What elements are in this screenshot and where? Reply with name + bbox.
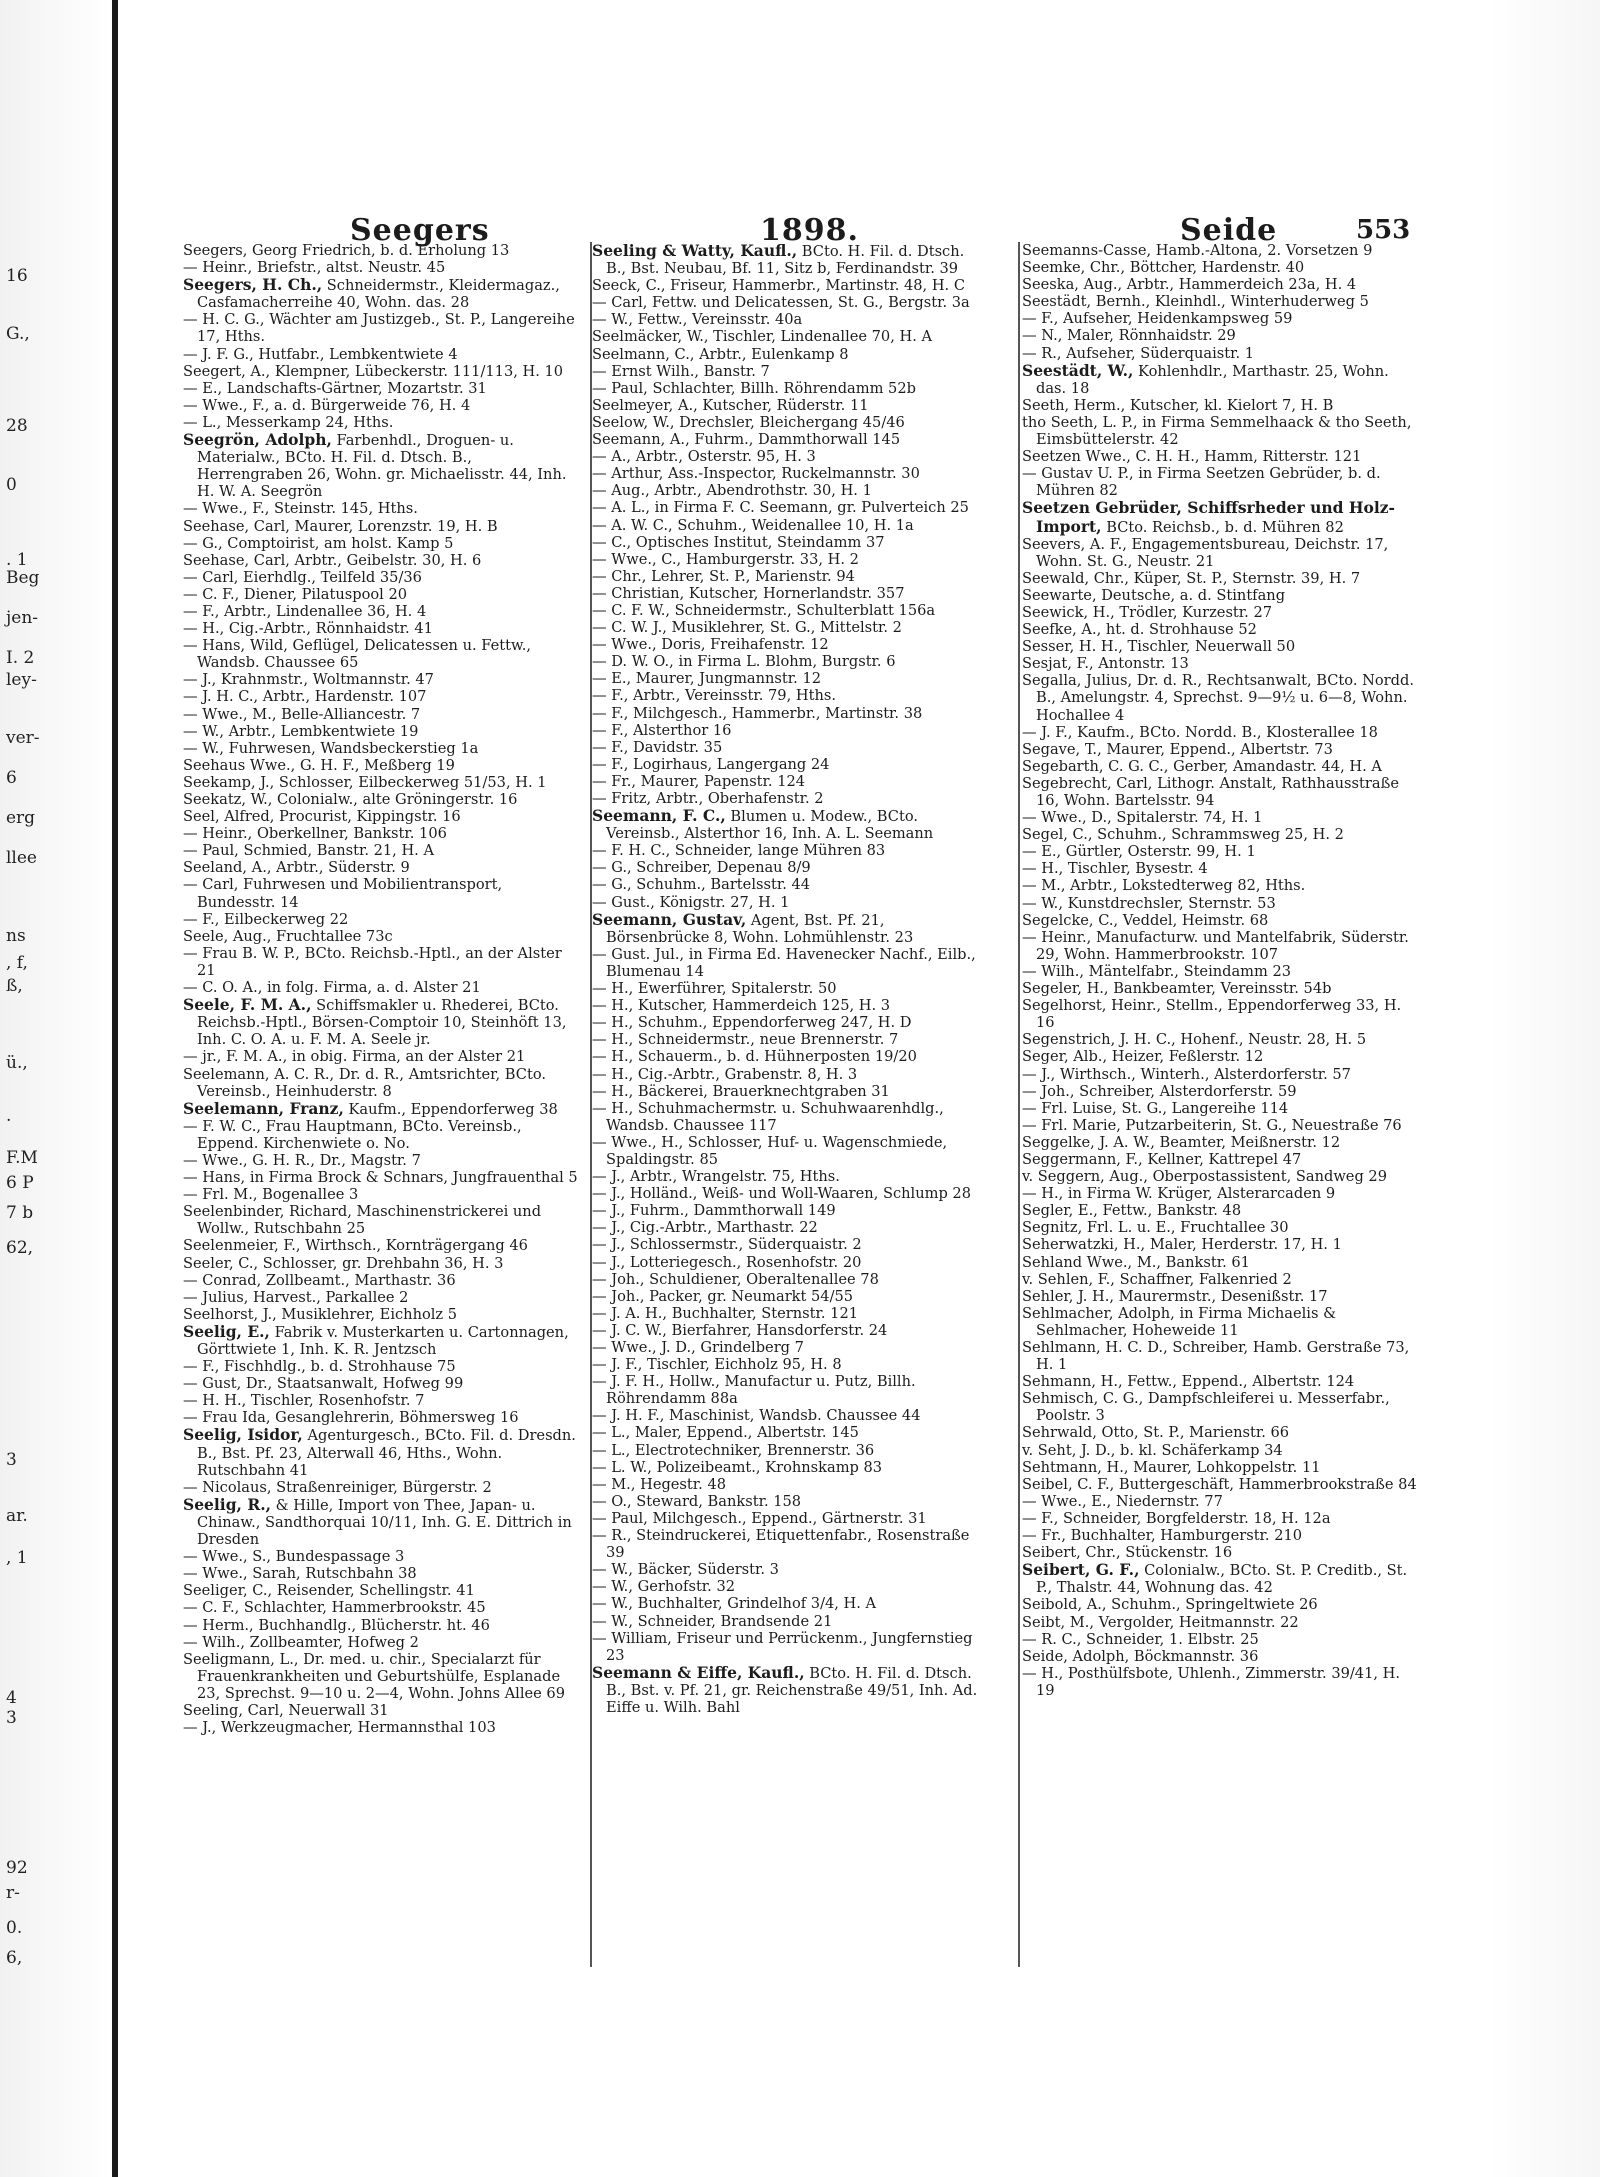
directory-entry: Sehmisch, C. G., Dampfschleiferei u. Messerfabr., Poolstr. 3 (1022, 1390, 1390, 1425)
directory-entry: Seel, Alfred, Procurist, Kippingstr. 16 (183, 808, 461, 826)
directory-entry: — F. H. C., Schneider, lange Mühren 83 (592, 842, 886, 860)
directory-entry: — Conrad, Zollbeamt., Marthastr. 36 (183, 1271, 456, 1289)
previous-page-fragment: G., (6, 324, 30, 344)
previous-page-fragment: ley- (6, 670, 37, 690)
directory-entry: Seelig, E., Fabrik v. Musterkarten u. Cartonnagen, Görttwiete 1, Inh. K. R. Jentzsch (183, 1321, 569, 1358)
directory-entry: — Hans, in Firma Brock & Schnars, Jungfrauenthal 5 (183, 1169, 578, 1187)
directory-entry: Seehase, Carl, Arbtr., Geibelstr. 30, H. 6 (183, 551, 482, 569)
directory-entry: — J. F., Tischler, Eichholz 95, H. 8 (592, 1356, 842, 1374)
directory-entry: Seger, Alb., Heizer, Feßlerstr. 12 (1022, 1048, 1264, 1066)
directory-entry: — W., Bäcker, Süderstr. 3 (592, 1561, 779, 1579)
directory-entry: — J. C. W., Bierfahrer, Hansdorferstr. 24 (592, 1321, 888, 1339)
directory-entry: — H., Bäckerei, Brauerknechtgraben 31 (592, 1082, 890, 1100)
directory-entry: — J. H. C., Arbtr., Hardenstr. 107 (183, 688, 427, 706)
directory-entry: — E., Maurer, Jungmannstr. 12 (592, 670, 822, 688)
directory-entry: Seeland, A., Arbtr., Süderstr. 9 (183, 859, 410, 877)
directory-entry: — J. F. G., Hutfabr., Lembkentwiete 4 (183, 345, 458, 363)
directory-entry: — L., Electrotechniker, Brennerstr. 36 (592, 1441, 875, 1459)
previous-page-fragment: ns (6, 926, 26, 946)
directory-entry: tho Seeth, L. P., in Firma Semmelhaack & tho Seeth, Eimsbüttelerstr. 42 (1022, 413, 1412, 449)
directory-entry: — F., Eilbeckerweg 22 (183, 910, 349, 928)
directory-entry: — Heinr., Briefstr., altst. Neustr. 45 (183, 259, 446, 277)
directory-entry: — G., Schreiber, Depenau 8/9 (592, 859, 811, 877)
directory-entry: — Heinr., Oberkellner, Bankstr. 106 (183, 825, 447, 843)
previous-page-fragment: jen- (6, 608, 39, 628)
directory-entry: — J. F. H., Hollw., Manufactur u. Putz, Billh. Röhrendamm 88a (592, 1373, 916, 1408)
directory-entry: — C. O. A., in folg. Firma, a. d. Alster 21 (183, 979, 481, 997)
directory-entry: Sehlmacher, Adolph, in Firma Michaelis & Sehlmacher, Hoheweide 11 (1022, 1304, 1337, 1339)
directory-entry: — Arthur, Ass.-Inspector, Ruckelmannstr. 30 (592, 465, 920, 483)
directory-entry: Segler, E., Fettw., Bankstr. 48 (1022, 1202, 1242, 1220)
directory-entry: Sesjat, F., Antonstr. 13 (1022, 655, 1189, 673)
directory-entry: v. Sehlen, F., Schaffner, Falkenried 2 (1022, 1270, 1292, 1288)
directory-entry: — O., Steward, Bankstr. 158 (592, 1492, 802, 1510)
previous-page-fragment: Beg (6, 568, 40, 588)
directory-entry: Seetzen Wwe., C. H. H., Hamm, Ritterstr. 121 (1022, 448, 1362, 466)
directory-entry: Seibert, G. F., Colonialw., BCto. St. P. Creditb., St. P., Thalstr. 44, Wohnung das. 42 (1022, 1560, 1408, 1597)
directory-entry: — J., Arbtr., Wrangelstr. 75, Hths. (592, 1168, 840, 1186)
previous-page-fragment: I. 2 (6, 648, 35, 668)
directory-entry: Sehmann, H., Fettw., Eppend., Albertstr. 124 (1022, 1373, 1355, 1391)
directory-entry: Seestädt, Bernh., Kleinhdl., Winterhuderweg 5 (1022, 293, 1369, 311)
directory-entry: — H., Posthülfsbote, Uhlenh., Zimmerstr. 39/41, H. 19 (1022, 1664, 1401, 1699)
previous-page-fragment: 0. (6, 1918, 23, 1938)
directory-entry: — F., Milchgesch., Hammerbr., Martinstr. 38 (592, 704, 923, 722)
previous-page-fragment: r- (6, 1883, 20, 1903)
directory-entry: Sehler, J. H., Maurermstr., Desenißstr. 17 (1022, 1287, 1328, 1305)
running-header-right: Seide (1180, 213, 1278, 248)
directory-entry: Seeck, C., Friseur, Hammerbr., Martinstr. 48, H. C (592, 277, 965, 295)
directory-entry: Seggelke, J. A. W., Beamter, Meißnerstr. 12 (1022, 1133, 1341, 1151)
directory-entry: — F., Alsterthor 16 (592, 721, 732, 739)
directory-entry: — J., Krahnmstr., Woltmannstr. 47 (183, 671, 434, 689)
directory-entry: Seegert, A., Klempner, Lübeckerstr. 111/113, H. 10 (183, 362, 564, 380)
directory-entry: Seeliger, C., Reisender, Schellingstr. 41 (183, 1582, 475, 1600)
directory-entry: v. Seht, J. D., b. kl. Schäferkamp 34 (1022, 1441, 1283, 1459)
previous-page-fragment: , 1 (6, 1548, 28, 1568)
previous-page-fragment: 92 (6, 1858, 28, 1878)
previous-page-fragment: 0 (6, 475, 17, 495)
directory-entry: — F., Arbtr., Vereinsstr. 79, Hths. (592, 687, 836, 705)
directory-entry: — W., Kunstdrechsler, Sternstr. 53 (1022, 894, 1276, 912)
directory-entry: Segelcke, C., Veddel, Heimstr. 68 (1022, 911, 1269, 929)
directory-entry: — L., Maler, Eppend., Albertstr. 145 (592, 1424, 859, 1442)
directory-entry: — F., Arbtr., Lindenallee 36, H. 4 (183, 602, 427, 620)
directory-entry: Segeler, H., Bankbeamter, Vereinsstr. 54b (1022, 980, 1332, 998)
directory-entry: Seefke, A., ht. d. Strohhause 52 (1022, 621, 1257, 639)
directory-entry: Seelemann, A. C. R., Dr. d. R., Amtsrichter, BCto. Vereinsb., Heinhuderstr. 8 (183, 1065, 547, 1100)
directory-entry: — A. W. C., Schuhm., Weidenallee 10, H. 1a (592, 516, 914, 534)
directory-entry: Sehtmann, H., Maurer, Lohkoppelstr. 11 (1022, 1458, 1321, 1476)
directory-entry: — F., Schneider, Borgfelderstr. 18, H. 12a (1022, 1509, 1331, 1527)
directory-entry: — C. F., Schlachter, Hammerbrookstr. 45 (183, 1599, 486, 1617)
directory-entry: — Wwe., F., a. d. Bürgerweide 76, H. 4 (183, 396, 471, 414)
directory-entry: — Herm., Buchhandlg., Blücherstr. ht. 46 (183, 1616, 490, 1634)
directory-entry: — N., Maler, Rönnhaidstr. 29 (1022, 327, 1236, 345)
directory-entry: — H., Ewerführer, Spitalerstr. 50 (592, 980, 837, 998)
directory-entry: — R., Aufseher, Süderquaistr. 1 (1022, 344, 1255, 362)
directory-entry: — Gust. Jul., in Firma Ed. Havenecker Nachf., Eilb., Blumenau 14 (592, 945, 976, 980)
directory-entry: — Christian, Kutscher, Hornerlandstr. 357 (592, 584, 905, 602)
directory-entry: — Aug., Arbtr., Abendrothstr. 30, H. 1 (592, 482, 872, 500)
directory-entry: Seeling & Watty, Kaufl., BCto. H. Fil. d. Dtsch. B., Bst. Neubau, Bf. 11, Sitz b, Ferdinandstr. 39 (592, 242, 965, 278)
directory-entry: — H., Schneidermstr., neue Brennerstr. 7 (592, 1031, 899, 1049)
directory-entry: — W., Buchhalter, Grindelhof 3/4, H. A (592, 1595, 877, 1613)
directory-entry: — Heinr., Manufacturw. und Mantelfabrik, Süderstr. 29, Wohn. Hammerbrookstr. 107 (1022, 928, 1409, 963)
directory-entry: — F., Logirhaus, Langergang 24 (592, 755, 830, 773)
directory-entry: — William, Friseur und Perrückenm., Jungfernstieg 23 (592, 1629, 973, 1664)
directory-entry: — G., Comptoirist, am holst. Kamp 5 (183, 534, 454, 552)
directory-entry: Seekamp, J., Schlosser, Eilbeckerweg 51/53, H. 1 (183, 773, 547, 791)
directory-entry: Seeligmann, L., Dr. med. u. chir., Specialarzt für Frauenkrankheiten und Geburtshülfe, Esplanade 23, Sprechst. 9—10 u. 2—4, Wohn. Johns Allee 69 (183, 1650, 566, 1702)
previous-page-fragment: 28 (6, 416, 28, 436)
directory-entry: Seewick, H., Trödler, Kurzestr. 27 (1022, 603, 1273, 621)
directory-entry: — R. C., Schneider, 1. Elbstr. 25 (1022, 1630, 1259, 1648)
directory-entry: Seekatz, W., Colonialw., alte Gröningerstr. 16 (183, 791, 518, 808)
directory-entry: — J., Fuhrm., Dammthorwall 149 (592, 1202, 836, 1220)
directory-entry: — Chr., Lehrer, St. P., Marienstr. 94 (592, 567, 855, 585)
directory-entry: — Gustav U. P., in Firma Seetzen Gebrüder, b. d. Mühren 82 (1022, 465, 1381, 500)
directory-entry: — Wwe., H., Schlosser, Huf- u. Wagenschmiede, Spaldingstr. 85 (592, 1133, 948, 1168)
previous-page-fragment: 16 (6, 266, 28, 286)
directory-entry: Seetzen Gebrüder, Schiffsrheder und Holz-Import, BCto. Reichsb., b. d. Mühren 82 (1022, 498, 1395, 536)
directory-entry: — H., Schauerm., b. d. Hühnerposten 19/20 (592, 1048, 917, 1066)
running-header-year: 1898. (760, 213, 859, 248)
directory-entry: — L., Messerkamp 24, Hths. (183, 413, 394, 431)
directory-entry: — Joh., Schuldiener, Oberaltenallee 78 (592, 1270, 879, 1288)
directory-entry: Segel, C., Schuhm., Schrammsweg 25, H. 2 (1022, 826, 1344, 844)
directory-entry: Seide, Adolph, Böckmannstr. 36 (1022, 1647, 1259, 1665)
directory-entry: v. Seggern, Aug., Oberpostassistent, Sandweg 29 (1022, 1168, 1387, 1186)
directory-entry: Seelenmeier, F., Wirthsch., Kornträgergang 46 (183, 1237, 528, 1255)
directory-entry: — W., Fettw., Vereinsstr. 40a (592, 311, 803, 329)
directory-entry: — M., Hegestr. 48 (592, 1475, 727, 1493)
directory-entry: — Paul, Milchgesch., Eppend., Gärtnerstr. 31 (592, 1509, 927, 1527)
directory-entry: — J., Holländ., Weiß- und Woll-Waaren, Schlump 28 (592, 1185, 971, 1203)
directory-entry: Seehaus Wwe., G. H. F., Meßberg 19 (183, 756, 455, 774)
directory-entry: — H., Cig.-Arbtr., Rönnhaidstr. 41 (183, 620, 433, 638)
directory-entry: — Wwe., Sarah, Rutschbahn 38 (183, 1565, 417, 1583)
directory-entry: Seele, F. M. A., Schiffsmakler u. Rhederei, BCto. Reichsb.-Hptl., Börsen-Comptoir 10, Steinhöft 13, Inh. C. O. A. u. F. M. A. Seele jr. (183, 995, 567, 1049)
directory-entry: Seewarte, Deutsche, a. d. Stintfang (1022, 586, 1286, 604)
directory-entry: — H., Cig.-Arbtr., Grabenstr. 8, H. 3 (592, 1065, 858, 1083)
directory-entry: — Gust, Dr., Staatsanwalt, Hofweg 99 (183, 1375, 464, 1393)
directory-entry: — W., Fuhrwesen, Wandsbeckerstieg 1a (183, 739, 479, 757)
directory-entry: — Fr., Buchhalter, Hamburgerstr. 210 (1022, 1527, 1303, 1545)
directory-entry: Seelemann, Franz, Kaufm., Eppendorferweg 38 (183, 1098, 558, 1118)
directory-entry: — J., Cig.-Arbtr., Marthastr. 22 (592, 1219, 818, 1237)
directory-entry: — Frl. Marie, Putzarbeiterin, St. G., Neuestraße 76 (1022, 1116, 1402, 1134)
directory-entry: — Wwe., J. D., Grindelberg 7 (592, 1339, 804, 1356)
previous-page-fragment: 7 b (6, 1203, 34, 1223)
directory-entry: — W., Gerhofstr. 32 (592, 1578, 736, 1596)
directory-entry: — Wwe., F., Steinstr. 145, Hths. (183, 500, 418, 518)
previous-page-fragment: . (6, 1106, 12, 1126)
directory-entry: — Joh., Packer, gr. Neumarkt 54/55 (592, 1287, 854, 1305)
directory-column-1 (183, 242, 578, 1972)
directory-entry: Seelenbinder, Richard, Maschinenstrickerei und Wollw., Rutschbahn 25 (183, 1203, 542, 1238)
directory-entry: — J., Lotteriegesch., Rosenhofstr. 20 (592, 1253, 862, 1271)
directory-entry: Sesser, H. H., Tischler, Neuerwall 50 (1022, 638, 1296, 656)
previous-page-fragment: 6 (6, 768, 17, 788)
directory-entry: — C. W. J., Musiklehrer, St. G., Mittelstr. 2 (592, 619, 902, 637)
directory-entry: — J., Wirthsch., Winterh., Alsterdorferstr. 57 (1022, 1065, 1351, 1083)
previous-page-fragment: . 1 (6, 550, 28, 570)
directory-entry: — F. W. C., Frau Hauptmann, BCto. Vereinsb., Eppend. Kirchenwiete o. No. (183, 1117, 522, 1152)
directory-entry: — Nicolaus, Straßenreiniger, Bürgerstr. 2 (183, 1478, 492, 1496)
directory-entry: — H., Tischler, Bysestr. 4 (1022, 860, 1208, 878)
directory-entry: — F., Fischhdlg., b. d. Strohhause 75 (183, 1358, 456, 1376)
directory-entry: Seibt, M., Vergolder, Heitmannstr. 22 (1022, 1613, 1299, 1631)
directory-entry: — J. H. F., Maschinist, Wandsb. Chaussee 44 (592, 1407, 921, 1425)
directory-entry: — Fr., Maurer, Papenstr. 124 (592, 772, 806, 790)
directory-entry: — Frl. Luise, St. G., Langereihe 114 (1022, 1099, 1289, 1117)
directory-entry: Seelmäcker, W., Tischler, Lindenallee 70, H. A (592, 328, 933, 346)
directory-entry: — E., Landschafts-Gärtner, Mozartstr. 31 (183, 379, 487, 397)
directory-entry: Seibel, C. F., Buttergeschäft, Hammerbrookstraße 84 (1022, 1475, 1417, 1493)
directory-entry: Seelig, R., & Hille, Import von Thee, Japan- u. Chinaw., Sandthorquai 10/11, Inh. G. E. Dittrich in Dresden (183, 1494, 572, 1549)
directory-entry: — G., Schuhm., Bartelsstr. 44 (592, 876, 811, 894)
directory-entry: — J., Schlossermstr., Süderquaistr. 2 (592, 1236, 862, 1254)
previous-page-fragment: ü., (6, 1053, 28, 1073)
previous-page-margin (0, 0, 112, 2177)
previous-page-fragment: ar. (6, 1506, 28, 1526)
directory-entry: Seemann, F. C., Blumen u. Modew., BCto. Vereinsb., Alsterthor 16, Inh. A. L. Seemann (592, 806, 934, 843)
directory-entry: — jr., F. M. A., in obig. Firma, an der Alster 21 (183, 1048, 526, 1066)
directory-entry: Sehlmann, H. C. D., Schreiber, Hamb. Gerstraße 73, H. 1 (1022, 1339, 1410, 1374)
directory-entry: Seeth, Herm., Kutscher, kl. Kielort 7, H. B (1022, 396, 1334, 414)
previous-page-fragment: ver- (6, 728, 40, 748)
directory-entry: Segebarth, C. G. C., Gerber, Amandastr. 44, H. A (1022, 757, 1382, 775)
directory-entry: — H., Schuhmachermstr. u. Schuhwaarenhdlg., Wandsb. Chaussee 117 (592, 1099, 944, 1134)
page-number: 553 (1356, 215, 1411, 245)
directory-entry: — A. L., in Firma F. C. Seemann, gr. Pulverteich 25 (592, 499, 969, 517)
directory-entry: — Gust., Königstr. 27, H. 1 (592, 893, 790, 911)
directory-entry: Seelhorst, J., Musiklehrer, Eichholz 5 (183, 1305, 458, 1323)
page-gutter (112, 0, 118, 2177)
previous-page-fragment: erg (6, 808, 36, 828)
directory-entry: — H., in Firma W. Krüger, Alsterarcaden 9 (1022, 1185, 1336, 1203)
directory-entry: — Wwe., M., Belle-Alliancestr. 7 (183, 705, 421, 723)
previous-page-fragment: 6, (6, 1948, 23, 1968)
directory-entry: Seehase, Carl, Maurer, Lorenzstr. 19, H. B (183, 517, 498, 535)
directory-entry: — J., Werkzeugmacher, Hermannsthal 103 (183, 1719, 496, 1737)
directory-entry: Segelhorst, Heinr., Stellm., Eppendorferweg 33, H. 16 (1022, 997, 1402, 1032)
directory-entry: — L. W., Polizeibeamt., Krohnskamp 83 (592, 1458, 883, 1476)
directory-entry: Seemann & Eiffe, Kaufl., BCto. H. Fil. d. Dtsch. B., Bst. v. Pf. 21, gr. Reichenstraße 49/51, Inh. Ad. Eiffe u. Wilh. Bahl (592, 1662, 978, 1716)
directory-entry: Seemann, A., Fuhrm., Dammthorwall 145 (592, 431, 901, 449)
directory-entry: — Paul, Schmied, Banstr. 21, H. A (183, 842, 434, 860)
directory-entry: — Wwe., Doris, Freihafenstr. 12 (592, 636, 829, 654)
directory-entry: — C. F., Diener, Pilatuspool 20 (183, 585, 408, 603)
directory-entry: — M., Arbtr., Lokstedterweg 82, Hths. (1022, 877, 1306, 895)
directory-entry: — Fritz, Arbtr., Oberhafenstr. 2 (592, 790, 824, 807)
directory-entry: — Wilh., Mäntelfabr., Steindamm 23 (1022, 962, 1292, 980)
directory-entry: — Joh., Schreiber, Alsterdorferstr. 59 (1022, 1082, 1297, 1100)
directory-entry: — H. H., Tischler, Rosenhofstr. 7 (183, 1392, 425, 1410)
directory-entry: — Frl. M., Bogenallee 3 (183, 1186, 359, 1204)
directory-entry: Sehland Wwe., M., Bankstr. 61 (1022, 1253, 1250, 1271)
directory-entry: — Wwe., G. H. R., Dr., Magstr. 7 (183, 1151, 421, 1169)
directory-entry: — Carl, Fettw. und Delicatessen, St. G., Bergstr. 3a (592, 294, 970, 312)
directory-entry: — Wwe., E., Niedernstr. 77 (1022, 1492, 1223, 1510)
previous-page-fragment: 62, (6, 1238, 34, 1258)
directory-entry: — J. A. H., Buchhalter, Sternstr. 121 (592, 1304, 859, 1322)
directory-entry: — Carl, Eierhdlg., Teilfeld 35/36 (183, 568, 422, 586)
directory-entry: Sehrwald, Otto, St. P., Marienstr. 66 (1022, 1424, 1290, 1442)
directory-entry: — Paul, Schlachter, Billh. Röhrendamm 52b (592, 379, 916, 397)
directory-entry: — F., Davidstr. 35 (592, 738, 723, 756)
previous-page-fragment: ß, (6, 976, 23, 996)
directory-entry: — Carl, Fuhrwesen und Mobilientransport, Bundesstr. 14 (183, 876, 503, 911)
directory-entry: — Hans, Wild, Geflügel, Delicatessen u. Fettw., Wandsb. Chaussee 65 (183, 637, 531, 672)
directory-entry: — D. W. O., in Firma L. Blohm, Burgstr. 6 (592, 653, 896, 671)
directory-entry: Seemanns-Casse, Hamb.-Altona, 2. Vorsetzen 9 (1022, 242, 1373, 259)
page-edge-shadow (1490, 0, 1600, 2177)
directory-entry: — Wwe., D., Spitalerstr. 74, H. 1 (1022, 809, 1263, 827)
directory-entry: — H. C. G., Wächter am Justizgeb., St. P., Langereihe 17, Hths. (183, 311, 575, 346)
directory-entry: Seevers, A. F., Engagementsbureau, Deichstr. 17, Wohn. St. G., Neustr. 21 (1022, 535, 1389, 570)
directory-entry: Seegrön, Adolph, Farbenhdl., Droguen- u. Materialw., BCto. H. Fil. d. Dtsch. B., Herrengraben 26, Wohn. gr. Michaelisstr. 44, Inh. H. W. A. Seegrön (183, 430, 567, 501)
directory-entry: — C. F. W., Schneidermstr., Schulterblatt 156a (592, 601, 936, 619)
previous-page-fragment: llee (6, 848, 37, 868)
directory-entry: — H., Schuhm., Eppendorferweg 247, H. D (592, 1014, 912, 1032)
previous-page-fragment: 6 P (6, 1173, 34, 1193)
directory-entry: Segnitz, Frl. L. u. E., Fruchtallee 30 (1022, 1219, 1289, 1237)
directory-entry: — A., Arbtr., Osterstr. 95, H. 3 (592, 448, 816, 466)
directory-entry: Seelmeyer, A., Kutscher, Rüderstr. 11 (592, 396, 869, 414)
directory-entry: — Julius, Harvest., Parkallee 2 (183, 1288, 409, 1306)
directory-entry: — Frau B. W. P., BCto. Reichsb.-Hptl., an der Alster 21 (183, 944, 562, 979)
directory-entry: Segenstrich, J. H. C., Hohenf., Neustr. 28, H. 5 (1022, 1031, 1367, 1049)
directory-entry: — Wwe., C., Hamburgerstr. 33, H. 2 (592, 550, 859, 568)
directory-entry: — C., Optisches Institut, Steindamm 37 (592, 533, 885, 551)
column-divider (1018, 242, 1020, 1967)
directory-entry: Seegers, Georg Friedrich, b. d. Erholung 13 (183, 242, 510, 259)
directory-entry: Seelmann, C., Arbtr., Eulenkamp 8 (592, 345, 849, 363)
previous-page-fragment: 4 (6, 1688, 17, 1708)
directory-entry: Seemke, Chr., Böttcher, Hardenstr. 40 (1022, 259, 1305, 277)
directory-entry: Seggermann, F., Kellner, Kattrepel 47 (1022, 1150, 1302, 1168)
directory-entry: — Wilh., Zollbeamter, Hofweg 2 (183, 1633, 419, 1651)
directory-entry: — Ernst Wilh., Banstr. 7 (592, 362, 770, 380)
directory-entry: — E., Gürtler, Osterstr. 99, H. 1 (1022, 843, 1256, 861)
directory-column-2 (592, 242, 987, 1972)
directory-entry: Seegers, H. Ch., Schneidermstr., Kleidermagaz., Casfamacherreihe 40, Wohn. das. 28 (183, 275, 560, 312)
directory-entry: Seeska, Aug., Arbtr., Hammerdeich 23a, H. 4 (1022, 276, 1357, 294)
directory-entry: — H., Kutscher, Hammerdeich 125, H. 3 (592, 997, 891, 1015)
directory-entry: Seeler, C., Schlosser, gr. Drehbahn 36, H. 3 (183, 1254, 504, 1272)
directory-entry: Seewald, Chr., Küper, St. P., Sternstr. 39, H. 7 (1022, 569, 1361, 587)
directory-entry: Seele, Aug., Fruchtallee 73c (183, 927, 393, 945)
directory-entry: Seestädt, W., Kohlenhdlr., Marthastr. 25, Wohn. das. 18 (1022, 360, 1389, 397)
directory-entry: Seelig, Isidor, Agenturgesch., BCto. Fil. d. Dresdn. B., Bst. Pf. 23, Alterwall 46, Hths., Wohn. Rutschbahn 41 (183, 1425, 576, 1479)
previous-page-fragment: 3 (6, 1708, 17, 1728)
previous-page-fragment: , f, (6, 953, 28, 973)
directory-entry: Seelow, W., Drechsler, Bleichergang 45/46 (592, 413, 905, 431)
directory-entry: — Frau Ida, Gesanglehrerin, Böhmersweg 16 (183, 1409, 519, 1427)
previous-page-fragment: 3 (6, 1450, 17, 1470)
directory-entry: Seibert, Chr., Stückenstr. 16 (1022, 1544, 1233, 1562)
directory-entry: — R., Steindruckerei, Etiquettenfabr., Rosenstraße 39 (592, 1527, 970, 1562)
directory-entry: — Wwe., S., Bundespassage 3 (183, 1548, 405, 1566)
directory-entry: Seherwatzki, H., Maler, Herderstr. 17, H. 1 (1022, 1236, 1342, 1254)
directory-entry: Seibold, A., Schuhm., Springeltwiete 26 (1022, 1596, 1318, 1614)
directory-entry: — W., Arbtr., Lembkentwiete 19 (183, 722, 419, 740)
directory-entry: — J. F., Kaufm., BCto. Nordd. B., Klosterallee 18 (1022, 723, 1378, 741)
directory-entry: Segave, T., Maurer, Eppend., Albertstr. 73 (1022, 740, 1333, 758)
directory-entry: — F., Aufseher, Heidenkampsweg 59 (1022, 310, 1293, 328)
directory-column-3 (1022, 242, 1417, 1972)
directory-entry: Segalla, Julius, Dr. d. R., Rechtsanwalt, BCto. Nordd. B., Amelungstr. 4, Sprechst. 9—9½ u. 6—8, Wohn. Hochallee 4 (1022, 672, 1414, 724)
directory-entry: Seeling, Carl, Neuerwall 31 (183, 1701, 389, 1719)
running-header-left: Seegers (350, 213, 490, 248)
directory-entry: — W., Schneider, Brandsende 21 (592, 1612, 833, 1630)
previous-page-fragment: F.M (6, 1148, 38, 1168)
directory-entry: Segebrecht, Carl, Lithogr. Anstalt, Rathhausstraße 16, Wohn. Bartelsstr. 94 (1022, 774, 1399, 809)
directory-entry: Seemann, Gustav, Agent, Bst. Pf. 21, Börsenbrücke 8, Wohn. Lohmühlenstr. 23 (592, 909, 914, 946)
